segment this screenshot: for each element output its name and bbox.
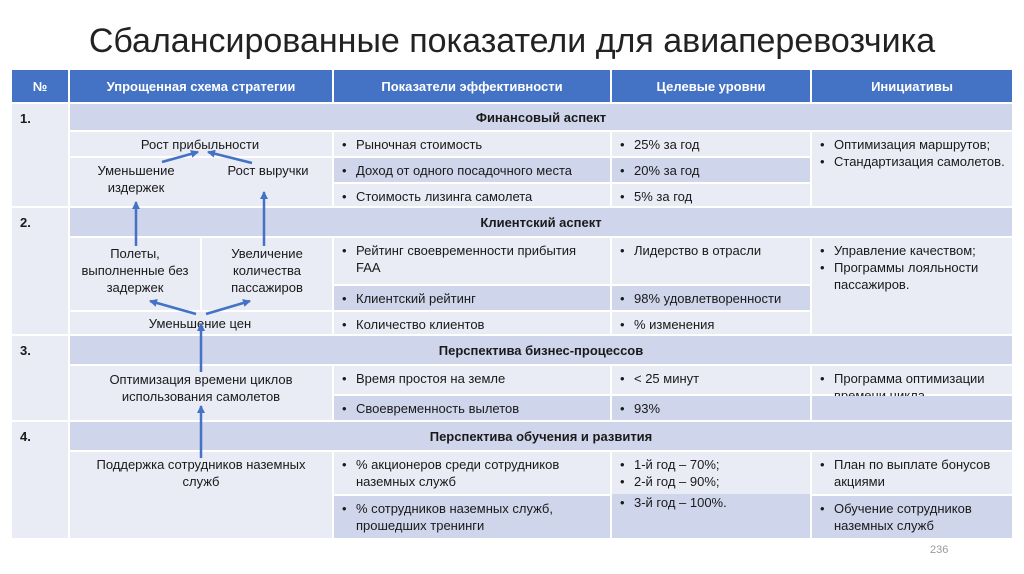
indicator-cell: • Количество клиентов [334, 312, 610, 334]
indicator-cell: • % акционеров среди сотрудников наземных служб [334, 452, 610, 494]
section-title: Перспектива бизнес-процессов [70, 336, 1012, 364]
header-num: № [12, 70, 68, 102]
strategy-node-cost-reduction: Уменьшение издержек [97, 163, 175, 195]
initiative-cell: • Оптимизация маршрутов; • Стандартизация самолетов. [812, 132, 1012, 206]
indicator-cell: • Рыночная стоимость [334, 132, 610, 156]
indicator-cell: • % сотрудников наземных служб, прошедших тренинги [334, 496, 610, 538]
target-cell: • 1-й год – 70%; • 2-й год – 90%; [612, 452, 810, 494]
indicator-cell: • Клиентский рейтинг [334, 286, 610, 310]
section-number: 4. [12, 422, 68, 538]
target-cell: • 98% удовлетворенности [612, 286, 810, 310]
strategy-node-cycle-optimization: Оптимизация времени циклов использования самолетов [109, 372, 293, 404]
section-title: Клиентский аспект [70, 208, 1012, 236]
strategy-node-passenger-growth: Увеличение количества пассажиров [231, 246, 303, 295]
target-cell: • 25% за год [612, 132, 810, 156]
indicator-cell: • Время простоя на земле [334, 366, 610, 394]
section-number: 3. [12, 336, 68, 420]
target-cell: • 3-й год – 100%. [612, 494, 810, 538]
header-initiatives: Инициативы [812, 70, 1012, 102]
strategy-node-price-reduction: Уменьшение цен [148, 316, 252, 331]
initiative-cell: • Программа оптимизации [812, 366, 1012, 394]
section-title: Финансовый аспект [70, 104, 1012, 130]
target-cell: • Лидерство в отрасли [612, 238, 810, 284]
initiative-cell: • Управление качеством; • Программы лояльности пассажиров. [812, 238, 1012, 334]
target-cell: • 5% за год [612, 184, 810, 206]
strategy-node-on-time-flights: Полеты, выполненные без задержек [81, 246, 189, 295]
slide-title: Сбалансированные показатели для авиаперевозчика [88, 22, 936, 60]
indicator-cell: • Рейтинг своевременности прибытия FAA [334, 238, 610, 284]
strategy-node-ground-staff-support: Поддержка сотрудников наземных служб [96, 457, 306, 489]
header-strategy: Упрощенная схема стратегии [70, 70, 332, 102]
target-cell: • 20% за год [612, 158, 810, 182]
section-number: 1. [12, 104, 68, 206]
initiative-cell [812, 396, 1012, 420]
indicator-cell: • Доход от одного посадочного места [334, 158, 610, 182]
strategy-node-profit-growth: Рост прибыльности [140, 137, 260, 152]
indicator-cell: • Своевременность вылетов [334, 396, 610, 420]
target-cell: • % изменения [612, 312, 810, 334]
header-targets: Целевые уровни [612, 70, 810, 102]
target-cell: • < 25 минут [612, 366, 810, 394]
initiative-cell: • План по выплате бонусов акциями [812, 452, 1012, 494]
section-number: 2. [12, 208, 68, 334]
initiative-cell: • Обучение сотрудников наземных служб [812, 496, 1012, 538]
header-indicators: Показатели эффективности [334, 70, 610, 102]
page-number: 236 [930, 544, 949, 556]
indicator-cell: • Стоимость лизинга самолета [334, 184, 610, 206]
target-cell: • 93% [612, 396, 810, 420]
strategy-node-revenue-growth: Рост выручки [227, 163, 309, 178]
section-title: Перспектива обучения и развития [70, 422, 1012, 450]
